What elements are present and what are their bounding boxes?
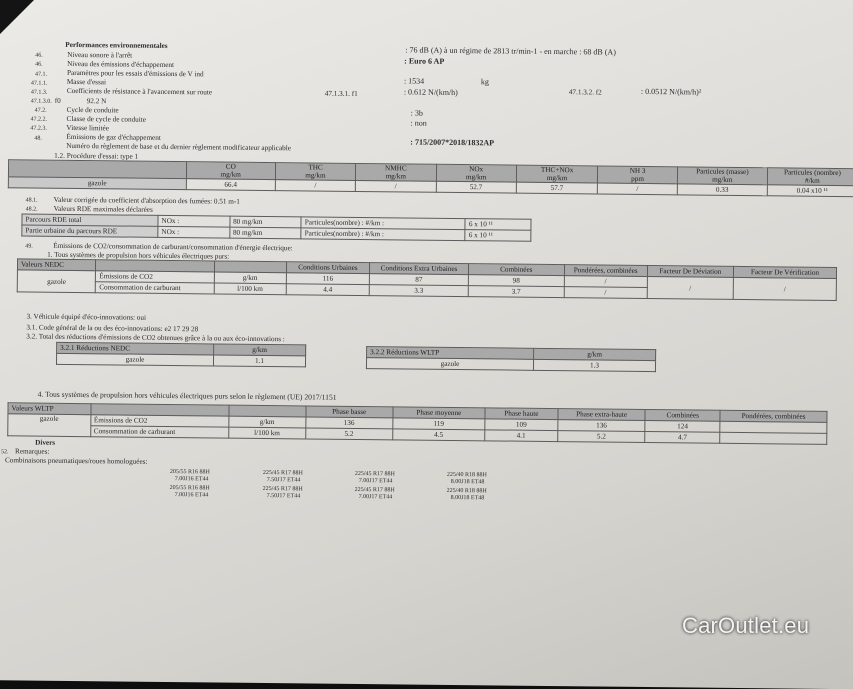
table-cell: 124 bbox=[645, 420, 720, 432]
row-label: Parcours RDE total bbox=[22, 214, 158, 226]
row-label: f0 bbox=[54, 96, 61, 105]
row-value: : 3b bbox=[410, 108, 423, 118]
table-row bbox=[366, 358, 655, 372]
col-header: Combinées bbox=[468, 264, 564, 276]
col-unit: mg/km bbox=[465, 173, 487, 182]
tyre-size: 205/55 R16 88H bbox=[169, 485, 210, 492]
row-label: Valeur corrigée du coefficient d'absorption des fumées: 0.51 m-1 bbox=[53, 195, 240, 206]
row-number: 47.2.3. bbox=[30, 125, 47, 132]
table-cell: 80 mg/km bbox=[229, 227, 301, 239]
row-label: gazole bbox=[56, 353, 213, 366]
subsection-title: 4. Tous systèmes de propulsion hors véhicules électriques purs selon le règlement (UE) 2017/1151 bbox=[37, 389, 337, 402]
row-number: 52. bbox=[1, 449, 9, 456]
rde-table bbox=[21, 213, 531, 241]
row-number: 47.2. bbox=[34, 107, 47, 114]
table-cell: 109 bbox=[485, 419, 558, 431]
col-header: THC+NOx bbox=[540, 165, 574, 175]
row-label: Numéro du règlement de base et du dernier règlement modificateur applicable bbox=[66, 141, 292, 153]
col-header: Particules (masse) bbox=[696, 167, 749, 177]
table-row bbox=[56, 353, 305, 367]
rim-size: 8.00J18 ET48 bbox=[450, 478, 485, 486]
table-cell: / bbox=[275, 180, 355, 192]
divers-title: Divers bbox=[35, 438, 56, 447]
row-value: : 715/2007*2018/1832AP bbox=[410, 137, 495, 148]
table-cell: 119 bbox=[393, 418, 485, 430]
row-number: 47.1.3. bbox=[30, 89, 48, 96]
wltp-table bbox=[7, 402, 827, 445]
tyre-size: 225/40 R18 88H bbox=[446, 487, 487, 495]
table-cell: Particules(nombre) : #/km : bbox=[301, 217, 465, 230]
table-cell: 0.33 bbox=[677, 184, 767, 196]
rim-size: 8.00J18 ET48 bbox=[450, 494, 485, 502]
row-label: gazole bbox=[17, 270, 96, 293]
col-unit: mg/km bbox=[546, 173, 568, 183]
table-cell: 3.3 bbox=[369, 285, 468, 297]
col-header: NOx bbox=[469, 165, 484, 174]
page-corner bbox=[0, 0, 34, 34]
table-cell: 4.5 bbox=[393, 429, 485, 441]
rim-size: 7.00J16 ET44 bbox=[174, 476, 209, 483]
table-cell: 4.7 bbox=[645, 431, 720, 443]
rim-size: 7.00J17 ET44 bbox=[358, 493, 393, 501]
eco-line: 3.1. Code général de la ou des éco-innovations: e2 17 29 28 bbox=[26, 323, 199, 334]
row-value: : Euro 6 AP bbox=[404, 56, 445, 66]
col-unit: mg/km bbox=[385, 172, 407, 181]
col-unit: #/km bbox=[804, 176, 820, 185]
row-label: Masse d'essai bbox=[66, 77, 107, 87]
table-cell: 5.2 bbox=[305, 428, 393, 440]
col-header: CO bbox=[225, 162, 236, 171]
col-unit: g/km bbox=[534, 348, 656, 360]
eco-line: 3. Véhicule équipé d'éco-innovations: oui bbox=[26, 312, 147, 322]
row-label: gazole bbox=[366, 358, 533, 371]
procedure-label: 1.2. Procédure d'essai: type 1 bbox=[54, 151, 139, 161]
col-unit: mg/km bbox=[220, 170, 241, 179]
row-value: : non bbox=[410, 118, 427, 128]
row-label: Niveau des émissions d'échappement bbox=[67, 59, 175, 70]
table-cell: / bbox=[647, 277, 734, 300]
col-header: Pondérées, combinées bbox=[720, 410, 827, 422]
table-cell: 80 mg/km bbox=[230, 216, 302, 228]
row-label: gazole bbox=[8, 414, 91, 437]
table-cell: 136 bbox=[558, 420, 646, 432]
tyre-size: 225/45 R17 88H bbox=[262, 469, 303, 477]
tyre-size: 225/45 R17 88H bbox=[354, 470, 395, 478]
nedc-table bbox=[17, 258, 837, 301]
f1-label: 47.1.3.1. f1 bbox=[324, 89, 358, 98]
col-unit: mg/km bbox=[712, 175, 733, 184]
row-number: 47.1.1. bbox=[30, 80, 48, 87]
subsection-title: 1. Tous systèmes de propulsion hors véhicules électriques purs: bbox=[47, 250, 230, 261]
rim-size: 7.00J16 ET44 bbox=[174, 492, 209, 499]
row-unit: kg bbox=[480, 77, 490, 87]
eco-line: 3.2. Total des réductions d'émissions de CO2 obtenues grâce à la ou aux éco-innovations : bbox=[26, 332, 285, 344]
rim-size: 7.50J17 ET44 bbox=[266, 493, 301, 500]
table-head: 3.2.2 Réductions WLTP bbox=[367, 347, 534, 360]
row-number: 47.1.3.0. bbox=[30, 98, 52, 105]
row-number: 46. bbox=[35, 61, 43, 68]
row-label: Classe de cycle de conduite bbox=[66, 114, 147, 124]
table-cell: l/100 km bbox=[214, 283, 286, 295]
row-number: 46. bbox=[35, 52, 43, 59]
table-cell: 136 bbox=[305, 417, 393, 429]
table-head: 3.2.1 Réductions NEDC bbox=[57, 342, 214, 355]
row-number: 49. bbox=[25, 243, 33, 250]
table-cell: Consommation de carburant bbox=[96, 282, 214, 294]
col-header: Facteur De Vérification bbox=[733, 266, 836, 278]
table-head: Valeurs WLTP bbox=[8, 403, 91, 415]
table-cell: 5.2 bbox=[558, 431, 646, 443]
table-cell: 1.3 bbox=[533, 359, 655, 371]
col-unit: mg/km bbox=[305, 171, 326, 180]
table-cell: l/100 km bbox=[229, 427, 306, 439]
tyres-label: Combinaisons pneumatiques/roues homologuées: bbox=[4, 456, 148, 466]
table-head: Valeurs NEDC bbox=[17, 259, 96, 271]
table-cell: / bbox=[733, 277, 836, 300]
f1-value: : 0.612 N/(km/h) bbox=[403, 87, 458, 98]
table-cell: 6 x 10 ¹¹ bbox=[465, 230, 531, 242]
tyre-size: 225/40 R18 88H bbox=[446, 471, 487, 479]
row-label: Niveau sonore à l'arrêt bbox=[67, 50, 133, 60]
table-cell: 0.04 x10 ¹¹ bbox=[767, 185, 853, 197]
table-cell: 87 bbox=[369, 274, 468, 286]
remarks-label: Remarques: bbox=[15, 447, 50, 456]
table-cell: 1.1 bbox=[213, 355, 305, 367]
row-label: Valeurs RDE maximales déclarées bbox=[53, 204, 153, 214]
col-header: Conditions Extra Urbaines bbox=[369, 263, 468, 275]
table-cell: / bbox=[355, 180, 436, 192]
row-value: : 1534 bbox=[403, 76, 425, 86]
f2-label: 47.1.3.2. f2 bbox=[568, 88, 602, 97]
table-cell: 6 x 10 ¹¹ bbox=[465, 219, 531, 231]
row-label: Émissions de gaz d'échappement bbox=[66, 132, 161, 142]
table-cell: Émissions de CO2 bbox=[96, 271, 214, 283]
table-cell: / bbox=[598, 183, 678, 195]
table-cell: 3.7 bbox=[468, 286, 564, 298]
table-cell: g/km bbox=[229, 416, 306, 428]
col-header: Pondérées, combinées bbox=[564, 265, 647, 277]
row-label: Cycle de conduite bbox=[66, 105, 119, 115]
row-label: Vitesse limitée bbox=[66, 123, 109, 133]
row-label: Paramètres pour les essais d'émissions de V ind bbox=[66, 68, 204, 79]
wltp-reduction-table bbox=[366, 346, 656, 372]
emissions-table bbox=[8, 159, 853, 197]
table-cell: / bbox=[564, 287, 647, 299]
col-header: Phase basse bbox=[305, 406, 393, 418]
col-header: Facteur De Déviation bbox=[647, 266, 733, 278]
row-number: 48.2. bbox=[25, 206, 38, 213]
table-cell: / bbox=[564, 276, 647, 288]
row-number: 48. bbox=[34, 135, 42, 142]
table-cell: 98 bbox=[468, 275, 564, 287]
col-header: Particules (nombre) bbox=[783, 168, 841, 178]
table-cell: NOx : bbox=[158, 226, 230, 238]
watermark-logo bbox=[682, 613, 809, 639]
row-label: Émissions de CO2/consommation de carburant/consommation d'énergie électrique: bbox=[53, 241, 293, 253]
row-label: Coefficients de résistance à l'avancement sur route bbox=[66, 86, 213, 97]
table-cell: g/km bbox=[214, 272, 286, 284]
table-cell bbox=[720, 432, 827, 444]
col-header: Conditions Urbaines bbox=[286, 262, 369, 274]
table-cell: 57.7 bbox=[516, 182, 598, 194]
col-unit: g/km bbox=[214, 344, 306, 356]
rim-size: 7.00J17 ET44 bbox=[358, 477, 393, 485]
table-cell: 52.7 bbox=[436, 181, 516, 193]
f2-value: : 0.0512 N/(km/h)² bbox=[640, 86, 702, 97]
col-unit: ppm bbox=[631, 174, 644, 183]
table-cell: Consommation de carburant bbox=[90, 426, 229, 438]
col-header: Phase haute bbox=[485, 408, 558, 420]
table-cell: 66.4 bbox=[186, 179, 275, 191]
rim-size: 7.50J17 ET44 bbox=[266, 477, 301, 484]
table-cell: Particules(nombre) : #/km : bbox=[301, 228, 465, 241]
section-title: Performances environnementales bbox=[65, 40, 168, 50]
watermark-text: CarOutlet.eu bbox=[682, 613, 810, 638]
table-cell: 4.1 bbox=[485, 430, 558, 442]
table-cell: 116 bbox=[286, 273, 369, 285]
col-header: NMHC bbox=[385, 164, 407, 173]
table-cell: NOx : bbox=[158, 215, 230, 227]
tyre-size: 205/55 R16 88H bbox=[169, 469, 210, 476]
table-cell: 4.4 bbox=[286, 284, 369, 296]
tyre-size: 225/45 R17 88H bbox=[262, 485, 303, 493]
row-label: Partie urbaine du parcours RDE bbox=[22, 225, 158, 237]
row-number: 48.1. bbox=[25, 197, 38, 204]
col-header: NH 3 bbox=[629, 166, 646, 175]
col-header: THC bbox=[308, 163, 323, 172]
col-header: Combinées bbox=[645, 409, 720, 421]
tyre-size: 225/45 R17 88H bbox=[354, 486, 395, 494]
col-header: Phase moyenne bbox=[393, 407, 485, 419]
row-number: 47.2.2. bbox=[30, 116, 48, 123]
row-label: gazole bbox=[8, 177, 186, 190]
table-cell: Émissions de CO2 bbox=[90, 415, 229, 427]
col-header: Phase extra-haute bbox=[558, 409, 646, 421]
nedc-reduction-table bbox=[56, 342, 306, 368]
row-value: 92.2 N bbox=[86, 97, 107, 106]
row-number: 47.1. bbox=[34, 71, 48, 78]
row-value: : 76 dB (A) à un régime de 2813 tr/min-1 - en marche : 68 dB (A) bbox=[405, 45, 616, 57]
